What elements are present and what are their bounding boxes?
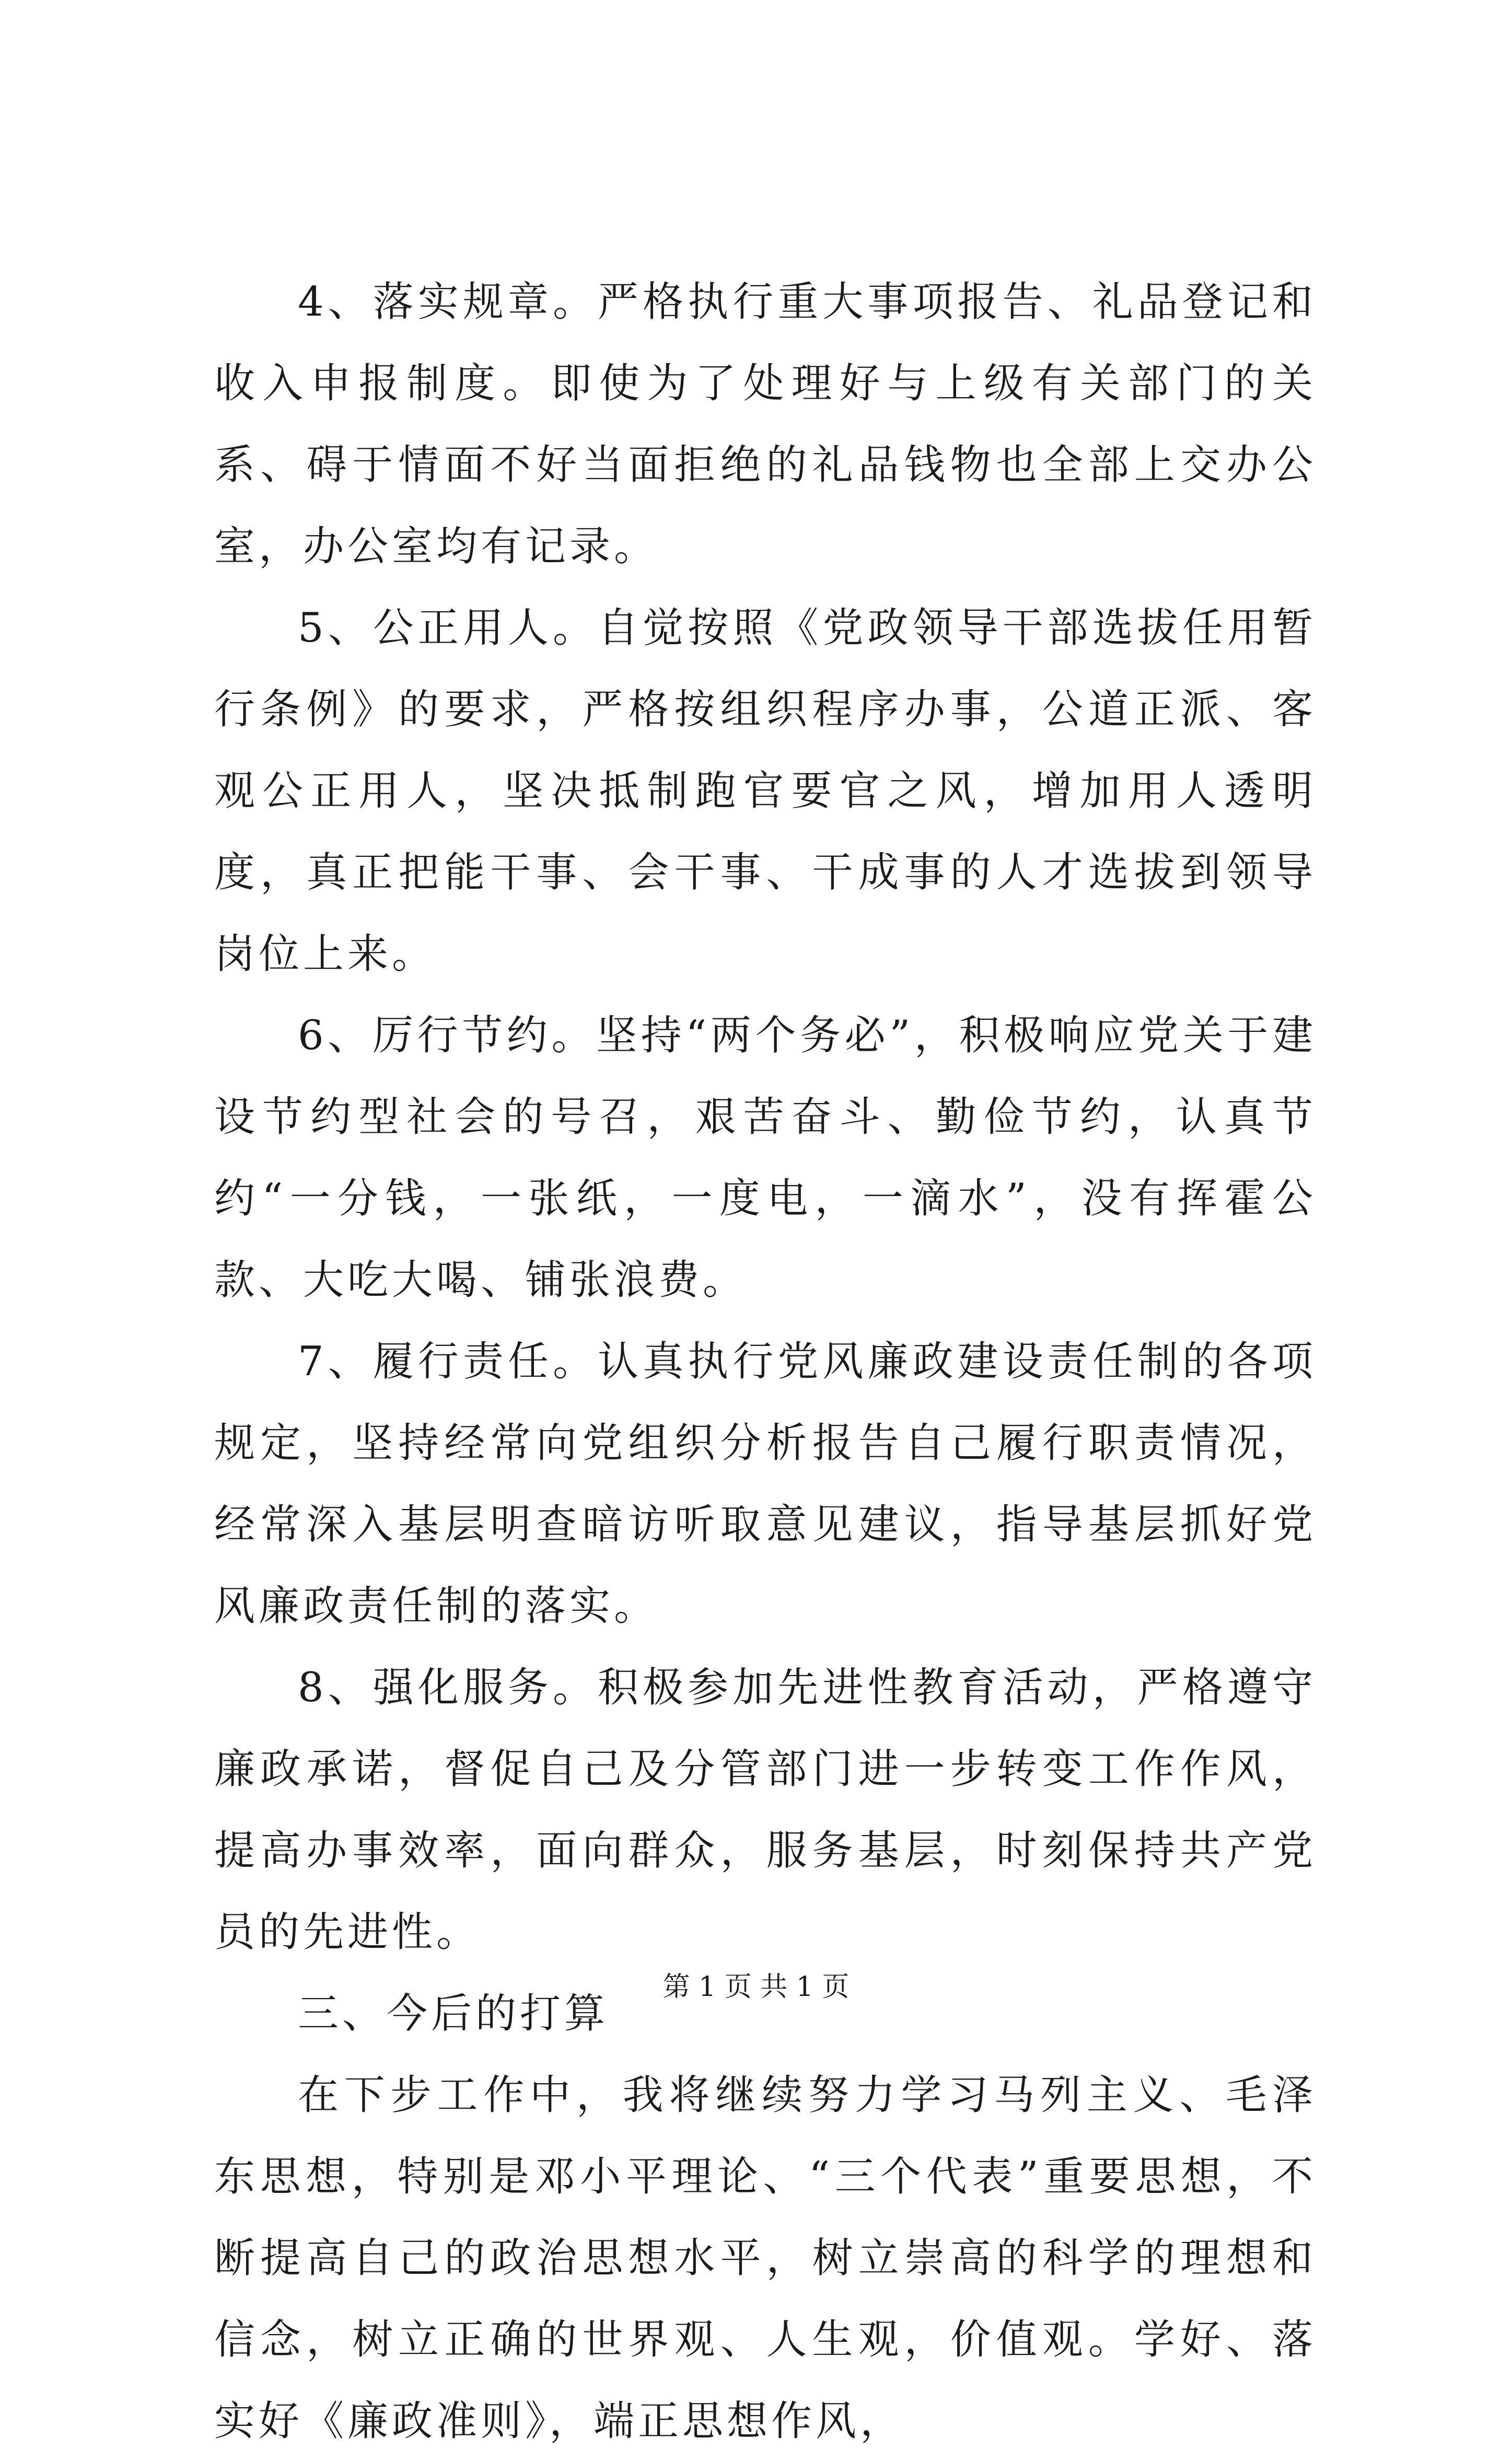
page-footer: 第 1 页 共 1 页 bbox=[662, 1971, 850, 2003]
paragraph-fulfill-responsibility: 7、履行责任。认真执行党风廉政建设责任制的各项规定，坚持经常向党组织分析报告自己履行职责情况，经常深入基层明查暗访听取意见建议，指导基层抓好党风廉政责任制的落实。 bbox=[214, 1338, 1317, 1630]
paragraph-fair-appointment: 5、公正用人。自觉按照《党政领导干部选拔任用暂行条例》的要求，严格按组织程序办事，公道正派、客观公正用人，坚决抵制跑官要官之风，增加用人透明度，真正把能干事、会干事、干成事的人才选拔到领导岗位上来。 bbox=[214, 605, 1317, 978]
paragraph-implement-rules: 4、落实规章。严格执行重大事项报告、礼品登记和收入申报制度。即使为了处理好与上级有关部门的关系、碍于情面不好当面拒绝的礼品钱物也全部上交办公室，办公室均有记录。 bbox=[214, 278, 1317, 570]
document-body bbox=[214, 261, 1317, 2462]
section-heading-future-plans: 三、今后的打算 bbox=[298, 1990, 609, 2037]
paragraph-next-steps: 在下步工作中，我将继续努力学习马列主义、毛泽东思想，特别是邓小平理论、“三个代表”重要思想，不断提高自己的政治思想水平，树立崇高的科学的理想和信念，树立正确的世界观、人生观，价值观。学好、落实好《廉政准则》，端正思想作风， bbox=[214, 2072, 1317, 2445]
paragraph-practice-thrift: 6、厉行节约。坚持“两个务必”，积极响应党关于建设节约型社会的号召，艰苦奋斗、勤俭节约，认真节约“一分钱，一张纸，一度电，一滴水”，没有挥霍公款、大吃大喝、铺张浪费。 bbox=[214, 1012, 1317, 1304]
paragraph-strengthen-service: 8、强化服务。积极参加先进性教育活动，严格遵守廉政承诺，督促自己及分管部门进一步转变工作作风，提高办事效率，面向群众，服务基层，时刻保持共产党员的先进性。 bbox=[214, 1664, 1317, 1956]
